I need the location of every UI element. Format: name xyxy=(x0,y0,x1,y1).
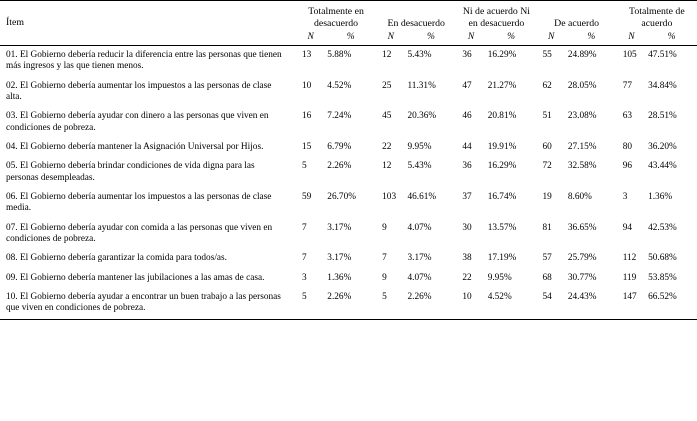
table-row xyxy=(0,157,697,188)
subheader-pct-1: % xyxy=(406,31,457,46)
cell-percent: 5.43% xyxy=(407,50,432,61)
row-item-label: 03. El Gobierno debería ayudar con dinero a las personas que viven en condiciones de pobreza. xyxy=(6,111,269,133)
column-header-item-blank xyxy=(0,31,296,46)
subheader-n-2: N xyxy=(456,31,485,46)
cell-percent: 13.57% xyxy=(487,222,517,233)
table-header-groups xyxy=(0,1,697,32)
cell-count: 44 xyxy=(462,142,472,153)
cell-count: 3 xyxy=(622,192,628,203)
cell-percent: 23.08% xyxy=(567,111,597,122)
subheader-n-3: N xyxy=(537,31,566,46)
cell-percent: 11.31% xyxy=(407,80,436,91)
cell-count: 45 xyxy=(382,111,392,122)
table-row xyxy=(0,138,697,157)
cell-count: 77 xyxy=(622,80,633,91)
row-item-label: 06. El Gobierno debería aumentar los impuestos a las personas de clase media. xyxy=(6,192,272,214)
cell-percent: 4.07% xyxy=(407,272,432,283)
column-header-group-4: Totalmente de acuerdo xyxy=(617,1,697,32)
column-header-group-2: Ni de acuerdo Ni en desacuerdo xyxy=(456,1,536,32)
cell-count: 60 xyxy=(542,142,552,153)
cell-count: 16 xyxy=(301,111,312,122)
cell-count: 9 xyxy=(382,222,387,233)
row-item-label: 09. El Gobierno debería mantener las jubilaciones a las amas de casa. xyxy=(6,272,265,283)
cell-percent: 24.89% xyxy=(567,50,597,61)
row-item-label: 07. El Gobierno debería ayudar con comida a las personas que viven en condiciones de pobreza. xyxy=(6,222,273,245)
cell-percent: 53.85% xyxy=(648,272,677,283)
cell-percent: 17.19% xyxy=(487,253,517,264)
table-header-subcolumns xyxy=(0,31,697,46)
cell-percent: 8.60% xyxy=(567,192,592,203)
cell-count: 13 xyxy=(301,50,312,61)
cell-percent: 7.24% xyxy=(327,111,352,122)
cell-percent: 20.81% xyxy=(487,111,517,122)
subheader-pct-4: % xyxy=(646,31,697,46)
cell-percent: 6.79% xyxy=(327,142,352,153)
cell-count: 80 xyxy=(622,142,633,153)
cell-count: 72 xyxy=(542,161,552,172)
subheader-pct-3: % xyxy=(566,31,617,46)
cell-percent: 2.26% xyxy=(406,288,457,319)
cell-count: 12 xyxy=(382,161,392,172)
cell-count: 62 xyxy=(542,80,552,91)
cell-count: 36 xyxy=(462,50,472,61)
cell-percent: 1.36% xyxy=(648,192,673,203)
table-row xyxy=(0,77,697,108)
cell-percent: 16.74% xyxy=(487,192,517,203)
cell-count: 37 xyxy=(462,192,472,203)
cell-percent: 36.20% xyxy=(648,142,677,153)
cell-count: 105 xyxy=(622,50,637,61)
cell-percent: 36.65% xyxy=(567,222,597,233)
row-item-label: 05. El Gobierno debería brindar condiciones de vida digna para las personas desempleadas. xyxy=(6,161,255,183)
cell-percent: 66.52% xyxy=(646,288,697,319)
cell-count: 51 xyxy=(542,111,552,122)
table-header xyxy=(0,1,697,46)
table-row xyxy=(0,188,697,219)
cell-count: 38 xyxy=(462,253,472,264)
cell-percent: 16.29% xyxy=(487,50,517,61)
cell-percent: 43.44% xyxy=(648,161,677,172)
cell-count: 5 xyxy=(296,288,325,319)
cell-count: 55 xyxy=(542,50,552,61)
cell-count: 10 xyxy=(456,288,485,319)
row-item-label: 04. El Gobierno debería mantener la Asignación Universal por Hijos. xyxy=(6,142,264,153)
cell-percent: 21.27% xyxy=(487,80,517,91)
cell-count: 68 xyxy=(542,272,552,283)
cell-percent: 20.36% xyxy=(407,111,437,122)
cell-percent: 5.43% xyxy=(407,161,432,172)
cell-count: 81 xyxy=(542,222,552,233)
cell-percent: 4.07% xyxy=(407,222,432,233)
cell-count: 7 xyxy=(301,253,307,264)
cell-percent: 4.52% xyxy=(327,80,352,91)
cell-count: 57 xyxy=(542,253,552,264)
cell-percent: 3.17% xyxy=(327,253,352,264)
cell-percent: 2.26% xyxy=(327,161,352,172)
cell-count: 22 xyxy=(382,142,392,153)
cell-percent: 28.51% xyxy=(648,111,677,122)
cell-percent: 5.88% xyxy=(327,50,352,61)
cell-count: 103 xyxy=(382,192,397,203)
cell-percent: 42.53% xyxy=(648,222,677,233)
cell-percent: 1.36% xyxy=(327,272,352,283)
cell-count: 5 xyxy=(376,288,405,319)
cell-count: 47 xyxy=(462,80,472,91)
cell-count: 7 xyxy=(382,253,387,264)
column-header-group-3: De acuerdo xyxy=(537,1,617,32)
table-row xyxy=(0,107,697,138)
cell-count: 112 xyxy=(622,253,637,264)
cell-percent: 26.70% xyxy=(327,192,356,203)
table-row xyxy=(0,288,697,319)
subheader-n-0: N xyxy=(296,31,325,46)
cell-percent: 28.05% xyxy=(567,80,597,91)
cell-count: 25 xyxy=(382,80,392,91)
cell-count: 59 xyxy=(301,192,312,203)
column-header-group-0: Totalmente en desacuerdo xyxy=(296,1,376,32)
cell-percent: 25.79% xyxy=(567,253,597,264)
column-header-group-1: En desacuerdo xyxy=(376,1,456,32)
cell-percent: 9.95% xyxy=(407,142,432,153)
cell-percent: 4.52% xyxy=(486,288,537,319)
table-body xyxy=(0,46,697,320)
cell-count: 12 xyxy=(382,50,392,61)
cell-count: 119 xyxy=(622,272,637,283)
cell-percent: 50.68% xyxy=(648,253,677,264)
row-item-label: 10. El Gobierno debería ayudar a encontrar un buen trabajo a las personas que viven en condiciones de pobreza. xyxy=(0,288,296,319)
cell-count: 147 xyxy=(617,288,646,319)
cell-percent: 30.77% xyxy=(567,272,597,283)
cell-count: 15 xyxy=(301,142,312,153)
cell-percent: 19.91% xyxy=(487,142,517,153)
column-header-item: Ítem xyxy=(0,1,296,32)
cell-count: 5 xyxy=(301,161,307,172)
cell-count: 3 xyxy=(301,272,307,283)
subheader-pct-2: % xyxy=(486,31,537,46)
cell-count: 96 xyxy=(622,161,633,172)
cell-count: 94 xyxy=(622,222,633,233)
table-row xyxy=(0,46,697,77)
cell-count: 30 xyxy=(462,222,472,233)
subheader-n-1: N xyxy=(376,31,405,46)
table-row xyxy=(0,219,697,250)
cell-percent: 3.17% xyxy=(407,253,432,264)
cell-count: 22 xyxy=(462,272,472,283)
row-item-label: 08. El Gobierno debería garantizar la comida para todos/as. xyxy=(6,253,227,264)
subheader-pct-0: % xyxy=(325,31,376,46)
table-row xyxy=(0,249,697,268)
cell-count: 10 xyxy=(301,80,312,91)
cell-count: 54 xyxy=(537,288,566,319)
cell-count: 9 xyxy=(382,272,387,283)
cell-percent: 9.95% xyxy=(487,272,512,283)
cell-count: 36 xyxy=(462,161,472,172)
row-item-label: 02. El Gobierno debería aumentar los impuestos a las personas de clase alta. xyxy=(6,80,272,103)
cell-percent: 16.29% xyxy=(487,161,517,172)
cell-percent: 24.43% xyxy=(566,288,617,319)
cell-percent: 3.17% xyxy=(327,222,352,233)
cell-count: 19 xyxy=(542,192,552,203)
row-item-label: 01. El Gobierno debería reducir la diferencia entre las personas que tienen más ingresos y las que tienen menos. xyxy=(6,50,282,72)
cell-count: 7 xyxy=(301,222,307,233)
cell-percent: 34.84% xyxy=(648,80,677,91)
cell-percent: 2.26% xyxy=(325,288,376,319)
cell-percent: 32.58% xyxy=(567,161,597,172)
cell-percent: 47.51% xyxy=(648,50,677,61)
cell-percent: 46.61% xyxy=(407,192,437,203)
subheader-n-4: N xyxy=(617,31,646,46)
cell-percent: 27.15% xyxy=(567,142,597,153)
cell-count: 46 xyxy=(462,111,472,122)
table-row xyxy=(0,269,697,288)
cell-count: 63 xyxy=(622,111,633,122)
